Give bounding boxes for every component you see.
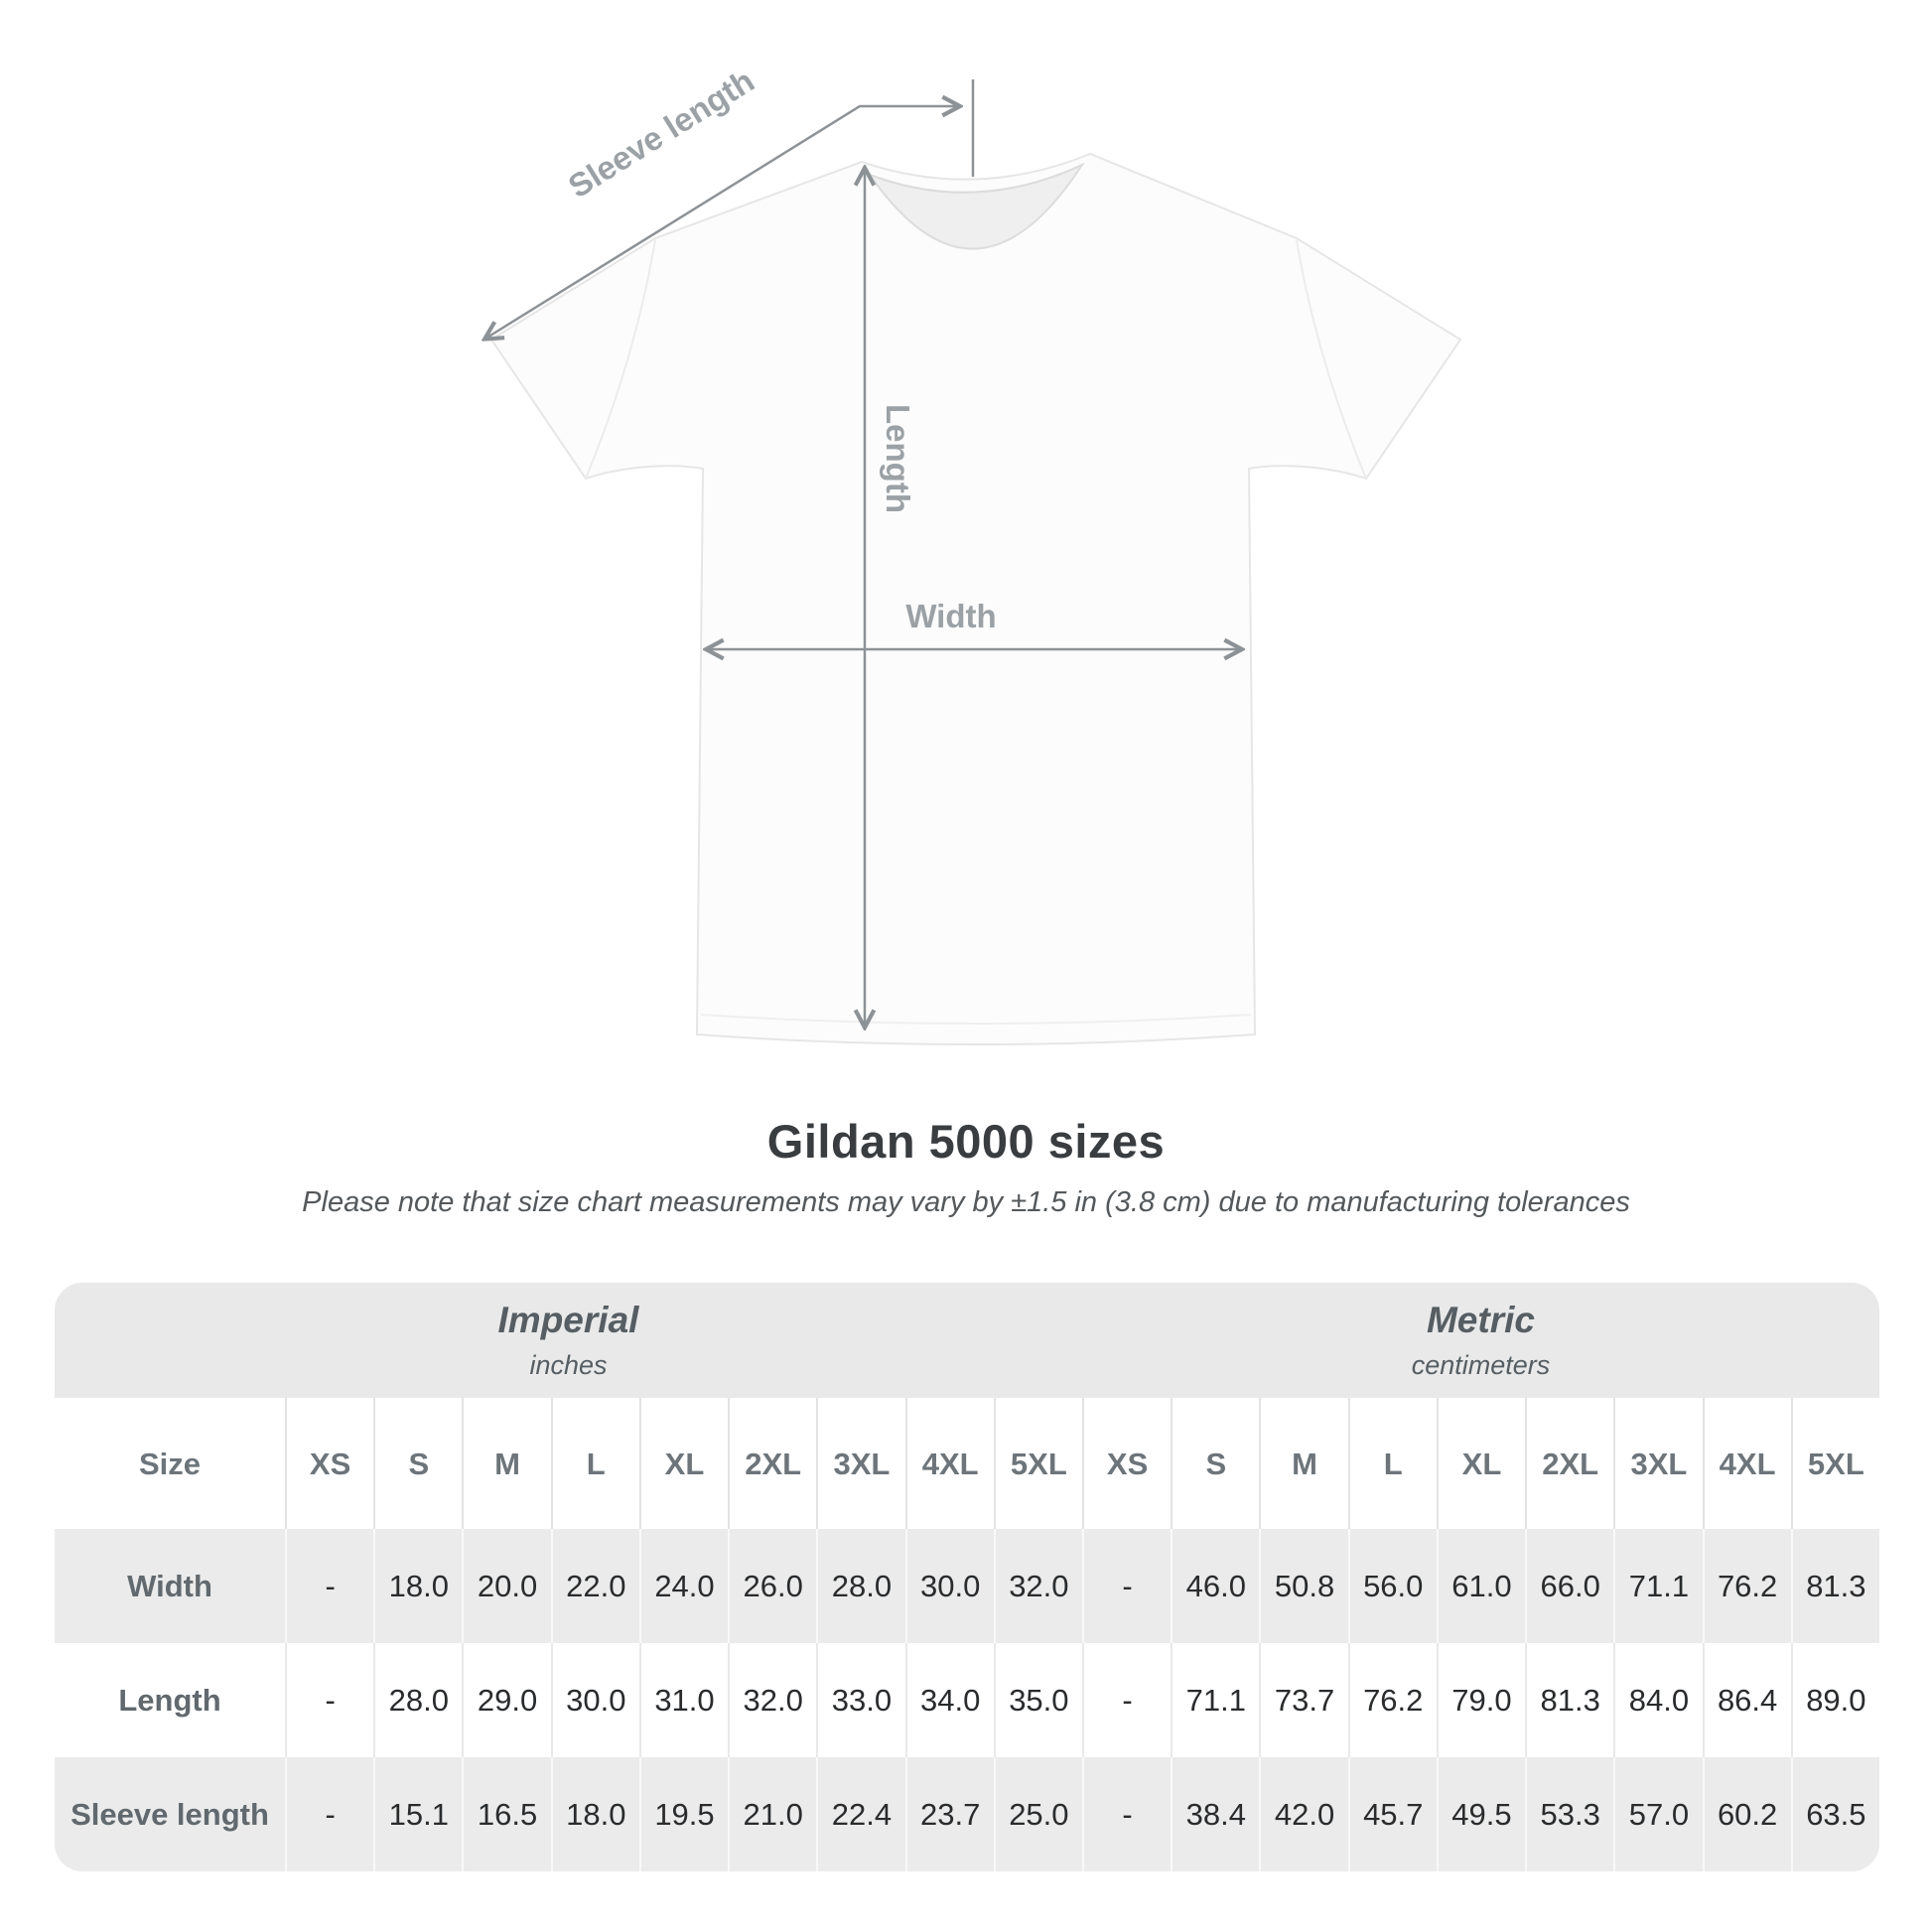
size-header-cell: S	[373, 1398, 462, 1529]
size-header-cell: 3XL	[816, 1398, 904, 1529]
value-cell: -	[1082, 1757, 1171, 1871]
unit-band-row	[55, 1283, 1879, 1398]
value-cell: 71.1	[1613, 1529, 1702, 1643]
value-cell: 38.4	[1171, 1757, 1259, 1871]
value-cell: 28.0	[373, 1643, 462, 1757]
size-header-cell: XL	[639, 1398, 728, 1529]
table-row-length	[55, 1643, 1879, 1757]
value-cell: 33.0	[816, 1643, 904, 1757]
value-cell: 29.0	[462, 1643, 550, 1757]
metric-unit: centimeters	[1411, 1350, 1551, 1380]
value-cell: 66.0	[1525, 1529, 1613, 1643]
table-row-sleeve-length	[55, 1757, 1879, 1871]
size-header-cell: M	[1259, 1398, 1347, 1529]
size-header-cell: 5XL	[1791, 1398, 1879, 1529]
size-header-cell: 2XL	[1525, 1398, 1613, 1529]
value-cell: 22.0	[551, 1529, 639, 1643]
size-chart-table	[55, 1283, 1879, 1871]
metric-title: Metric	[1426, 1300, 1535, 1340]
value-cell: 79.0	[1437, 1643, 1525, 1757]
page-title: Gildan 5000 sizes	[766, 1115, 1166, 1168]
size-header-cell: 4XL	[905, 1398, 994, 1529]
value-cell: 60.2	[1703, 1757, 1791, 1871]
value-cell: 76.2	[1348, 1643, 1437, 1757]
size-column-header: Size	[55, 1398, 285, 1529]
value-cell: 32.0	[994, 1529, 1082, 1643]
size-header-row	[55, 1398, 1879, 1529]
value-cell: 50.8	[1259, 1529, 1347, 1643]
tolerance-note: Please note that size chart measurements may vary by ±1.5 in (3.8 cm) due to manufacturing tolerances	[302, 1186, 1630, 1218]
value-cell: 56.0	[1348, 1529, 1437, 1643]
value-cell: 30.0	[551, 1643, 639, 1757]
value-cell: -	[1082, 1529, 1171, 1643]
size-header-cell: 5XL	[994, 1398, 1082, 1529]
value-cell: 18.0	[551, 1757, 639, 1871]
value-cell: 26.0	[728, 1529, 816, 1643]
value-cell: 23.7	[905, 1757, 994, 1871]
value-cell: 81.3	[1791, 1529, 1879, 1643]
metric-band	[1082, 1283, 1879, 1398]
row-label: Length	[55, 1643, 285, 1757]
value-cell: 20.0	[462, 1529, 550, 1643]
value-cell: 30.0	[905, 1529, 994, 1643]
value-cell: 61.0	[1437, 1529, 1525, 1643]
value-cell: 73.7	[1259, 1643, 1347, 1757]
value-cell: -	[285, 1643, 373, 1757]
value-cell: 57.0	[1613, 1757, 1702, 1871]
size-header-cell: L	[551, 1398, 639, 1529]
value-cell: 89.0	[1791, 1643, 1879, 1757]
size-header-cell: M	[462, 1398, 550, 1529]
size-header-cell: 2XL	[728, 1398, 816, 1529]
value-cell: 16.5	[462, 1757, 550, 1871]
value-cell: 86.4	[1703, 1643, 1791, 1757]
value-cell: 53.3	[1525, 1757, 1613, 1871]
value-cell: 18.0	[373, 1529, 462, 1643]
imperial-band	[55, 1283, 1082, 1398]
value-cell: 81.3	[1525, 1643, 1613, 1757]
value-cell: -	[285, 1529, 373, 1643]
value-cell: 35.0	[994, 1643, 1082, 1757]
value-cell: 32.0	[728, 1643, 816, 1757]
width-label: Width	[905, 598, 997, 634]
value-cell: -	[285, 1757, 373, 1871]
value-cell: 19.5	[639, 1757, 728, 1871]
size-header-cell: L	[1348, 1398, 1437, 1529]
imperial-unit: inches	[529, 1350, 608, 1380]
size-header-cell: XL	[1437, 1398, 1525, 1529]
value-cell: 28.0	[816, 1529, 904, 1643]
value-cell: 22.4	[816, 1757, 904, 1871]
title-block	[0, 1114, 1932, 1219]
value-cell: 25.0	[994, 1757, 1082, 1871]
value-cell: -	[1082, 1643, 1171, 1757]
sleeve-length-label: Sleeve length	[561, 62, 760, 206]
size-header-cell: S	[1171, 1398, 1259, 1529]
value-cell: 24.0	[639, 1529, 728, 1643]
value-cell: 21.0	[728, 1757, 816, 1871]
value-cell: 49.5	[1437, 1757, 1525, 1871]
size-header-cell: 3XL	[1613, 1398, 1702, 1529]
value-cell: 76.2	[1703, 1529, 1791, 1643]
size-header-cell: XS	[1082, 1398, 1171, 1529]
value-cell: 71.1	[1171, 1643, 1259, 1757]
length-label: Length	[880, 404, 916, 513]
value-cell: 31.0	[639, 1643, 728, 1757]
size-header-cell: 4XL	[1703, 1398, 1791, 1529]
row-label: Width	[55, 1529, 285, 1643]
value-cell: 15.1	[373, 1757, 462, 1871]
table-row-width	[55, 1529, 1879, 1643]
value-cell: 45.7	[1348, 1757, 1437, 1871]
value-cell: 34.0	[905, 1643, 994, 1757]
value-cell: 42.0	[1259, 1757, 1347, 1871]
value-cell: 46.0	[1171, 1529, 1259, 1643]
size-header-cell: XS	[285, 1398, 373, 1529]
value-cell: 84.0	[1613, 1643, 1702, 1757]
imperial-title: Imperial	[497, 1300, 639, 1340]
value-cell: 63.5	[1791, 1757, 1879, 1871]
row-label: Sleeve length	[55, 1757, 285, 1871]
